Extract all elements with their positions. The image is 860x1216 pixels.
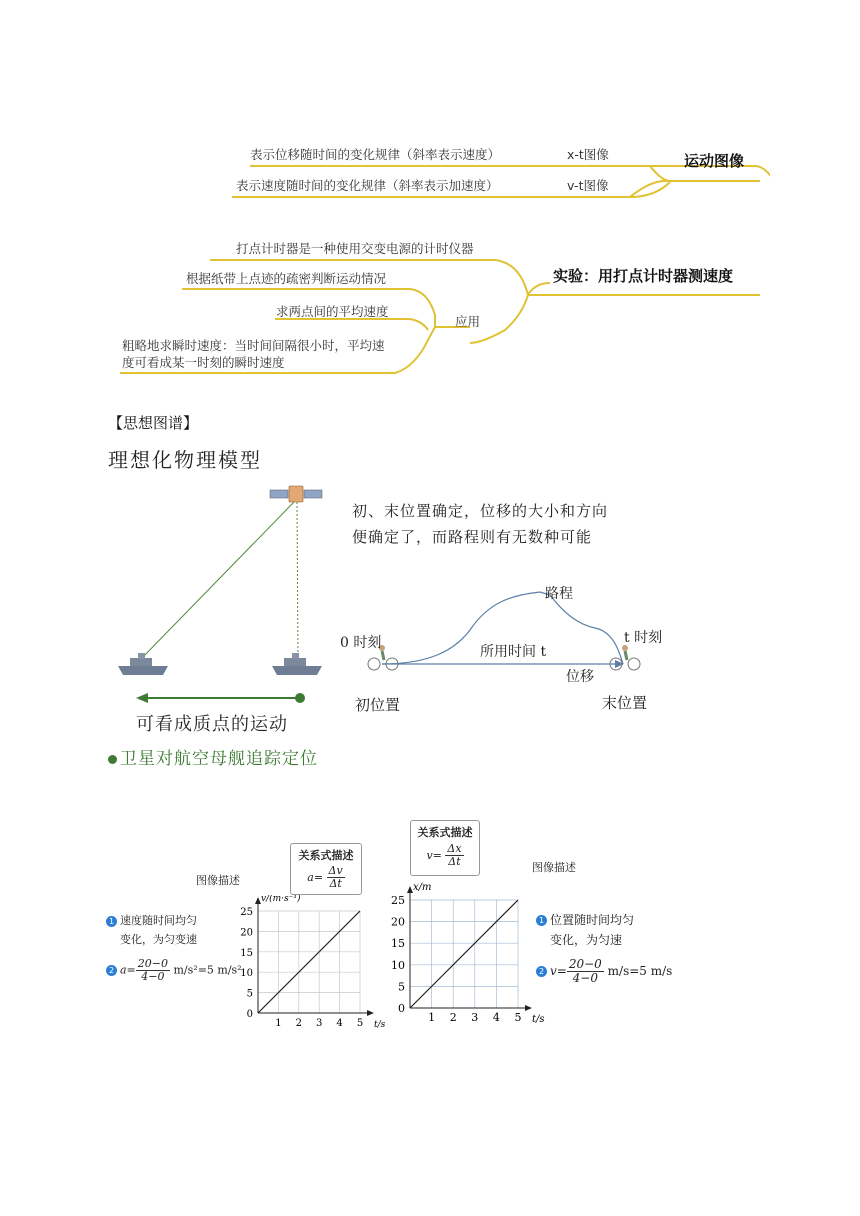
section-header: 【思想图谱】 xyxy=(108,414,199,432)
vt-chart xyxy=(232,895,392,1035)
y-tick-label: 20 xyxy=(240,927,253,939)
blue-bullet-2-icon: 2 xyxy=(106,965,117,976)
app-item-average-speed: 求两点间的平均速度 xyxy=(276,304,389,319)
blue-bullet-3-icon: 1 xyxy=(536,915,547,926)
vt-image-desc: 图像描述 xyxy=(196,874,240,887)
note-line-2: 便确定了，而路程则有无数种可能 xyxy=(352,528,593,546)
mindmap1-title: 运动图像 xyxy=(684,152,745,170)
cyclist-end-icon xyxy=(610,645,640,670)
y-axis-label: v/(m·s⁻¹) xyxy=(261,895,301,904)
app-label: 应用 xyxy=(455,314,481,329)
model-title: 理想化物理模型 xyxy=(108,448,262,472)
ship-right-icon xyxy=(272,653,322,675)
y-tick-label: 0 xyxy=(246,1009,253,1020)
series-line xyxy=(410,900,518,1008)
start-position-label: 初位置 xyxy=(355,696,401,714)
xt-box-lhs: v= xyxy=(426,849,442,863)
xt-box-fraction: $\frac{\Delta x}{\Delta t}$ xyxy=(447,842,462,869)
path-label: 路程 xyxy=(545,586,573,602)
point-mass-caption: 可看成质点的运动 xyxy=(136,714,288,735)
start-time-label: 0 时刻 xyxy=(340,635,382,651)
y-tick-label: 15 xyxy=(240,947,253,959)
y-tick-label: 0 xyxy=(398,1002,405,1015)
note-line-1: 初、末位置确定，位移的大小和方向 xyxy=(352,502,609,520)
x-axis-arrow xyxy=(525,1005,532,1011)
xt-box-title: 关系式描述 xyxy=(417,826,473,839)
x-tick-label: 2 xyxy=(449,1011,457,1024)
vt-box-fraction: $\frac{\Delta v}{\Delta t}$ xyxy=(328,864,343,891)
y-tick-label: 20 xyxy=(391,915,405,929)
app-item-density: 根据纸带上点迹的疏密判断运动情况 xyxy=(186,271,387,286)
y-axis-label: x/m xyxy=(413,882,432,893)
x-tick-label: 3 xyxy=(471,1011,479,1024)
x-tick-label: 1 xyxy=(428,1011,436,1024)
satellite-icon xyxy=(270,486,322,502)
x-tick-label: 1 xyxy=(275,1018,282,1029)
green-bullet-icon xyxy=(108,755,117,764)
timer-definition: 打点计时器是一种使用交变电源的计时仪器 xyxy=(236,241,474,256)
app-item-instant-2: 度可看成某一时刻的瞬时速度 xyxy=(122,355,285,370)
x-axis-label: t/s xyxy=(374,1020,386,1030)
y-tick-label: 5 xyxy=(246,988,253,1000)
y-tick-label: 25 xyxy=(240,907,253,918)
vt-box-lhs: a= xyxy=(307,871,324,885)
time-label: 所用时间 t xyxy=(480,644,547,660)
vt-label: v-t图像 xyxy=(567,178,609,193)
xt-chart xyxy=(380,880,550,1030)
end-position-label: 末位置 xyxy=(602,694,648,712)
x-tick-label: 4 xyxy=(336,1018,343,1029)
end-time-label: t 时刻 xyxy=(624,630,663,646)
vt-note-1: 1 速度随时间均匀 变化，为匀变速 xyxy=(106,912,197,949)
blue-bullet-4-icon: 2 xyxy=(536,966,547,977)
y-tick-label: 10 xyxy=(240,968,253,980)
xt-description: 表示位移随时间的变化规律（斜率表示速度） xyxy=(250,147,501,162)
series-line xyxy=(258,911,360,1013)
x-tick-label: 2 xyxy=(295,1018,302,1029)
satellite-caption: 卫星对航空母舰追踪定位 xyxy=(108,744,318,769)
x-axis-label: t/s xyxy=(532,1014,545,1025)
y-tick-label: 15 xyxy=(391,937,405,951)
x-tick-label: 5 xyxy=(356,1018,364,1029)
xt-note-1: 1 位置随时间均匀 变化，为匀速 xyxy=(536,910,634,951)
vt-note-2: 2 a= $\frac{20-0}{4-0}$ m/s²=5 m/s² xyxy=(106,958,242,983)
ship-left-icon xyxy=(118,653,168,675)
y-tick-label: 25 xyxy=(391,894,405,907)
x-axis-arrow xyxy=(367,1010,374,1016)
y-tick-label: 5 xyxy=(398,980,405,994)
displacement-label: 位移 xyxy=(566,669,594,685)
y-tick-label: 10 xyxy=(391,958,405,972)
app-item-instant-1: 粗略地求瞬时速度：当时间间隔很小时，平均速 xyxy=(122,338,385,353)
x-tick-label: 3 xyxy=(316,1018,323,1029)
xt-image-desc: 图像描述 xyxy=(532,861,576,874)
x-tick-label: 4 xyxy=(492,1011,500,1024)
xt-note-2: 2 v= $\frac{20-0}{4-0}$ m/s=5 m/s xyxy=(536,958,672,985)
x-tick-label: 5 xyxy=(514,1011,522,1024)
vt-description: 表示速度随时间的变化规律（斜率表示加速度） xyxy=(236,178,499,193)
blue-bullet-1-icon: 1 xyxy=(106,916,117,927)
xt-label: x-t图像 xyxy=(567,147,609,162)
vt-relation-box xyxy=(290,843,362,895)
mindmap2-title: 实验：用打点计时器测速度 xyxy=(553,267,734,285)
xt-relation-box xyxy=(410,820,480,876)
vt-box-title: 关系式描述 xyxy=(298,849,354,862)
satellite-diagram xyxy=(100,480,340,720)
